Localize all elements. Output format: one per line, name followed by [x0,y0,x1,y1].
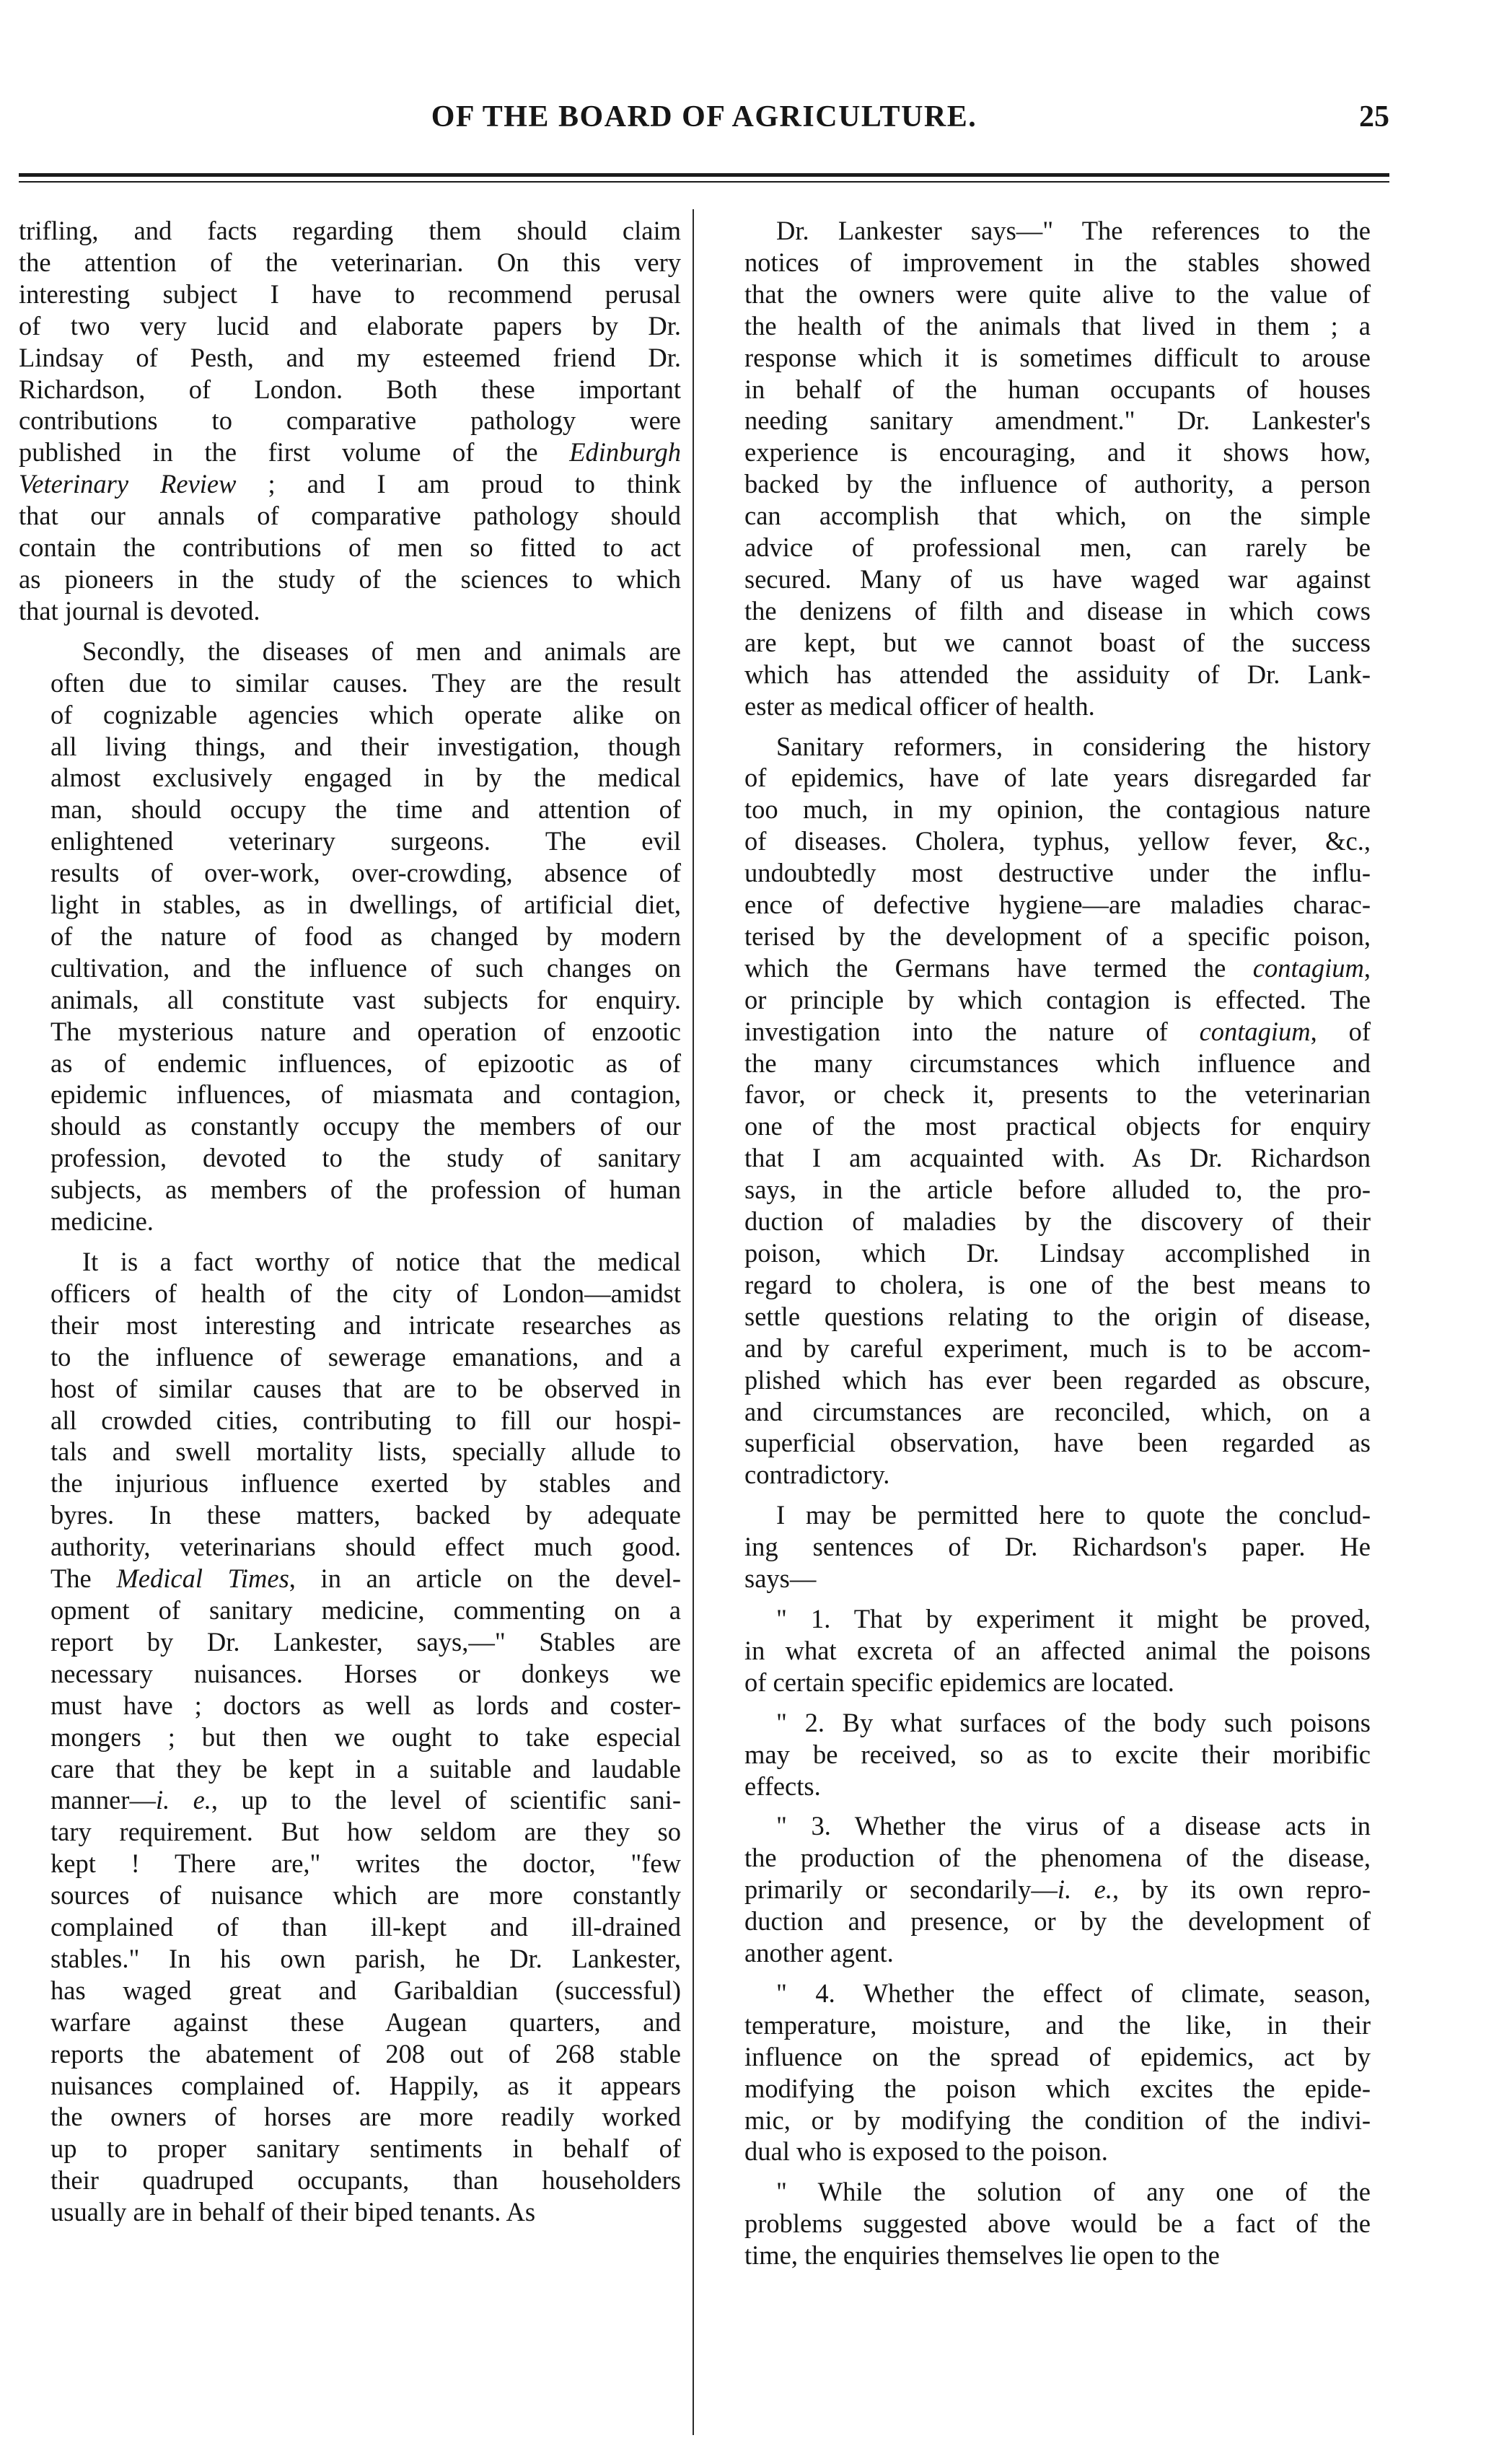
text-line: primarily or secondarily—i. e., by its own repro- [744,1874,1371,1905]
paragraph-p1 [19,215,681,627]
text-line: the owners of horses are more readily worked [50,2102,681,2132]
text-line: cultivation, and the influence of such changes on [50,952,681,983]
text-line: up to proper sanitary sentiments in behalf of [50,2133,681,2164]
text-line: superficial observation, have been regarded as [744,1428,1371,1458]
text-line: Lindsay of Pesth, and my esteemed friend Dr. [19,342,681,372]
text-line: the attention of the veterinarian. On this very [19,247,681,277]
text-line: should as constantly occupy the members of our [50,1111,681,1141]
text-line: that I am acquainted with. As Dr. Richardson [744,1143,1371,1173]
right-column [713,215,1371,2271]
text-line: man, should occupy the time and attention of [50,794,681,825]
text-line: effects. [744,1771,821,1801]
text-line: ence of defective hygiene—are maladies charac- [744,890,1371,920]
text-line: The Medical Times, in an article on the devel- [50,1563,682,1594]
text-line: their quadruped occupants, than householders [50,2165,681,2196]
text-line: the denizens of filth and disease in which cows [744,595,1371,626]
text-line: contain the contributions of men so fitted to act [19,532,681,563]
text-line: modifying the poison which excites the epide- [744,2073,1371,2103]
left-column [19,215,681,2228]
text-line: of diseases. Cholera, typhus, yellow fever, &c., [744,826,1371,856]
paragraph-p10 [713,1978,1371,2167]
text-line: says, in the article before alluded to, the pro- [744,1175,1371,1205]
text-line: terised by the development of a specific poison, [744,921,1371,951]
text-line: their most interesting and intricate researches as [50,1310,681,1340]
text-line: duction and presence, or by the development of [744,1906,1371,1937]
text-line: I may be permitted here to quote the conclud- [776,1500,1371,1530]
text-line: as pioneers in the study of the sciences to which [19,563,681,594]
text-line: plished which has ever been regarded as obscure, [744,1364,1371,1395]
text-line: " 3. Whether the virus of a disease acts in [776,1811,1371,1841]
running-title: OF THE BOARD OF AGRICULTURE. [431,100,977,133]
text-line: that the owners were quite alive to the value of [744,279,1371,309]
text-line: " While the solution of any one of the [776,2177,1371,2207]
text-line: needing sanitary amendment." Dr. Lankester's [744,405,1371,436]
text-line: mic, or by modifying the condition of the indivi- [744,2105,1371,2135]
text-line: animals, all constitute vast subjects for enquiry. [50,984,681,1014]
text-line: often due to similar causes. They are the result [50,667,681,698]
text-line: Veterinary Review ; and I am proud to think [19,469,681,499]
text-line: " 1. That by experiment it might be proved, [776,1603,1371,1633]
text-line: care that they be kept in a suitable and laudable [50,1753,681,1784]
text-line: that journal is devoted. [19,595,260,626]
text-line: officers of health of the city of London—amidst [50,1278,681,1308]
text-line: and by careful experiment, much is to be accom- [744,1333,1371,1363]
text-line: time, the enquiries themselves lie open to the [744,2240,1220,2271]
text-line: The mysterious nature and operation of enzootic [50,1016,681,1046]
paragraph-p2 [19,636,681,1237]
text-line: too much, in my opinion, the contagious nature [744,794,1371,825]
text-line: complained of than ill-kept and ill-drained [50,1912,681,1942]
paragraph-p5 [713,731,1371,1491]
header-rule-thin [19,181,1389,183]
text-line: host of similar causes that are to be observed in [50,1373,681,1403]
header-rule-thick [19,173,1389,177]
text-line: tary requirement. But how seldom are they so [50,1817,681,1847]
text-line: stables." In his own parish, he Dr. Lankester, [50,1943,681,1973]
text-line: has waged great and Garibaldian (successful) [50,1975,681,2005]
text-line: interesting subject I have to recommend perusal [19,279,681,309]
text-line: response which it is sometimes difficult to arouse [744,342,1371,372]
text-line: Richardson, of London. Both these important [19,374,681,404]
text-line: regard to cholera, is one of the best means to [744,1269,1371,1299]
paragraph-p3 [19,1246,681,2228]
text-line: can accomplish that which, on the simple [744,501,1371,531]
paragraph-p8 [713,1707,1371,1802]
text-line: in what excreta of an affected animal the poisons [744,1635,1371,1665]
text-line: usually are in behalf of their biped tenants. As [50,2197,536,2227]
text-line: must have ; doctors as well as lords and coster- [50,1690,681,1720]
text-line: all crowded cities, contributing to fill our hospi- [50,1405,681,1435]
text-line: of the nature of food as changed by modern [50,921,681,951]
text-line: ing sentences of Dr. Richardson's paper. He [744,1532,1371,1562]
text-line: nuisances complained of. Happily, as it appears [50,2070,681,2100]
text-line: kept ! There are," writes the doctor, "few [50,1848,681,1879]
text-line: poison, which Dr. Lindsay accomplished in [744,1238,1371,1268]
text-line: report by Dr. Lankester, says,—" Stables are [50,1626,681,1657]
text-line: published in the first volume of the Edinburgh [19,437,681,468]
paragraph-p9 [713,1810,1371,1969]
text-line: investigation into the nature of contagium, of [744,1016,1371,1046]
text-line: in behalf of the human occupants of houses [744,374,1371,404]
text-line: advice of professional men, can rarely be [744,532,1371,563]
running-header [19,100,1389,150]
text-line: secured. Many of us have waged war against [744,563,1371,594]
text-line: almost exclusively engaged in by the medical [50,763,681,793]
text-line: the injurious influence exerted by stables and [50,1468,681,1499]
text-line: epidemic influences, of miasmata and contagion, [50,1079,681,1110]
text-line: mongers ; but then we ought to take especial [50,1722,681,1752]
text-line: undoubtedly most destructive under the influ- [744,858,1371,888]
text-line: opment of sanitary medicine, commenting on a [50,1595,681,1625]
text-line: medicine. [50,1206,154,1237]
text-line: the many circumstances which influence and [744,1048,1371,1078]
text-line: " 2. By what surfaces of the body such poisons [776,1707,1371,1737]
text-line: says— [744,1563,817,1594]
text-line: experience is encouraging, and it shows how, [744,437,1371,468]
text-line: are kept, but we cannot boast of the success [744,627,1371,657]
text-line: results of over-work, over-crowding, absence of [50,858,681,888]
text-line: temperature, moisture, and the like, in their [744,2009,1371,2040]
text-line: backed by the influence of authority, a person [744,469,1371,499]
text-line: favor, or check it, presents to the veterinarian [744,1079,1371,1110]
text-line: duction of maladies by the discovery of their [744,1206,1371,1237]
text-line: to the influence of sewerage emanations, and a [50,1341,681,1372]
text-line: sources of nuisance which are more constantly [50,1880,681,1911]
text-line: warfare against these Augean quarters, and [50,2007,681,2037]
text-line: necessary nuisances. Horses or donkeys we [50,1658,681,1688]
text-line: which the Germans have termed the contagium, [744,952,1371,983]
text-line: tals and swell mortality lists, specially allude to [50,1437,681,1467]
text-line: problems suggested above would be a fact of the [744,2209,1371,2239]
text-line: the health of the animals that lived in them ; a [744,310,1371,341]
text-line: It is a fact worthy of notice that the medical [82,1247,681,1276]
text-line: that our annals of comparative pathology should [19,501,681,531]
text-line: trifling, and facts regarding them should claim [19,216,681,245]
paragraph-p7 [713,1603,1371,1698]
text-line: Dr. Lankester says—" The references to the [776,216,1371,245]
text-line: dual who is exposed to the poison. [744,2136,1108,2167]
text-line: profession, devoted to the study of sanitary [50,1143,681,1173]
text-line: another agent. [744,1938,894,1968]
text-line: contradictory. [744,1460,890,1490]
text-line: of epidemics, have of late years disregarded far [744,763,1371,793]
text-line: of certain specific epidemics are located. [744,1667,1174,1697]
text-line: " 4. Whether the effect of climate, season, [776,1978,1371,2008]
text-line: may be received, so as to excite their moribific [744,1739,1371,1769]
text-line: subjects, as members of the profession of human [50,1175,681,1205]
text-line: Secondly, the diseases of men and animals are [82,636,681,666]
text-line: of cognizable agencies which operate alike on [50,699,681,729]
text-line: contributions to comparative pathology were [19,405,681,436]
page-number: 25 [1359,100,1389,133]
text-line: the production of the phenomena of the disease, [744,1843,1371,1873]
text-line: authority, veterinarians should effect much good. [50,1532,681,1562]
text-line: reports the abatement of 208 out of 268 stable [50,2038,681,2069]
text-line: notices of improvement in the stables showed [744,247,1371,277]
text-line: influence on the spread of epidemics, act by [744,2041,1371,2071]
paragraph-p11 [713,2176,1371,2271]
text-line: one of the most practical objects for enquiry [744,1111,1371,1141]
text-line: settle questions relating to the origin of disease, [744,1301,1371,1331]
text-line: and circumstances are reconciled, which, on a [744,1396,1371,1426]
paragraph-p4 [713,215,1371,722]
text-line: manner—i. e., up to the level of scientific sani- [50,1785,682,1815]
text-line: Sanitary reformers, in considering the history [776,731,1371,761]
text-line: which has attended the assiduity of Dr. Lank- [744,659,1371,689]
text-line: byres. In these matters, backed by adequate [50,1500,681,1530]
text-line: of two very lucid and elaborate papers by Dr. [19,310,681,341]
text-line: all living things, and their investigation, though [50,731,681,761]
text-line: light in stables, as in dwellings, of artificial diet, [50,890,681,920]
text-line: as of endemic influences, of epizootic as of [50,1048,681,1078]
text-line: or principle by which contagion is effected. The [744,984,1371,1014]
paragraph-p6 [713,1499,1371,1595]
text-line: ester as medical officer of health. [744,690,1095,721]
column-divider [693,209,694,2435]
text-line: enlightened veterinary surgeons. The evil [50,826,681,856]
